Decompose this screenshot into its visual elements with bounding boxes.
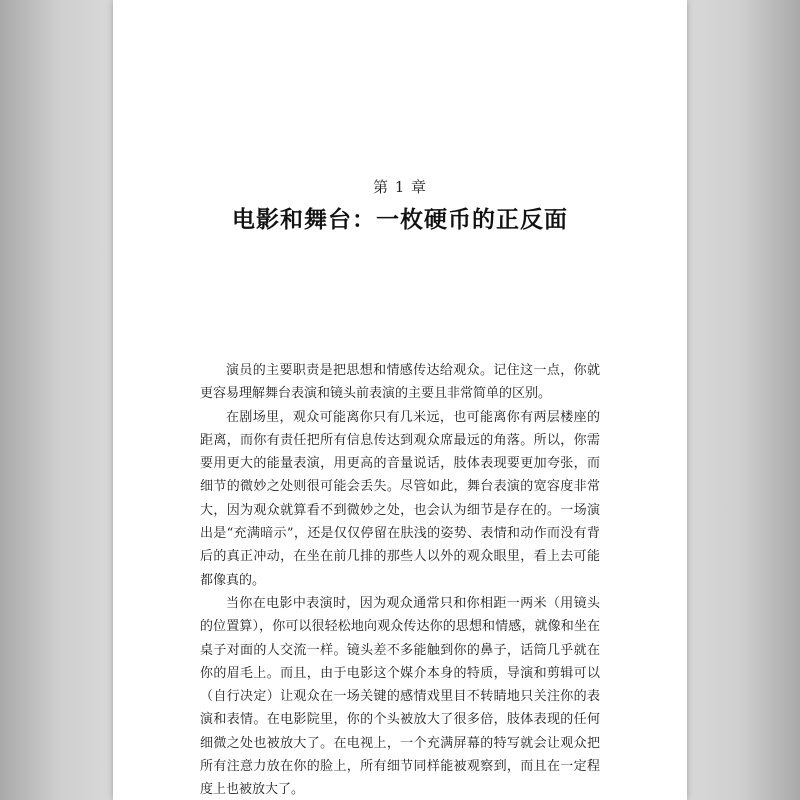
body-text xyxy=(200,359,600,800)
paragraph: 当你在电影中表演时，因为观众通常只和你相距一两米（用镜头的位置算），你可以很轻松地向观众传达你的思想和情感，就像和坐在桌子对面的人交流一样。镜头差不多能触到你的鼻子，话筒几乎就在你的眉毛上。而且，由于电影这个媒介本身的特质，导演和剪辑可以（自行决定）让观众在一场关键的感情戏里目不转睛地只关注你的表演和表情。在电影院里，你的个头被放大了很多倍，肢体表现的任何细微之处也被放大了。在电视上，一个充满屏幕的特写就会让观众把所有注意力放在你的脸上，所有细节同样能被观察到，而且在一定程度上也被放大了。 xyxy=(200,595,600,798)
book-page xyxy=(113,0,687,800)
chapter-number: 第 1 章 xyxy=(372,178,428,196)
paragraph: 演员的主要职责是把思想和情感传达给观众。记住这一点，你就更容易理解舞台表演和镜头前表演的主要且非常简单的区别。 xyxy=(200,363,600,402)
chapter-title: 电影和舞台：一枚硬币的正反面 xyxy=(232,206,568,233)
paragraph: 在剧场里，观众可能离你只有几米远，也可能离你有两层楼座的距离，而你有责任把所有信息传达到观众席最远的角落。所以，你需要用更大的能量表演，用更高的音量说话，肢体表现要更加夸张，而细节的微妙之处则很可能会丢失。尽管如此，舞台表演的宽容度非常大，因为观众就算看不到微妙之处，也会认为细节是存在的。一场演出是“充满暗示”，还是仅仅停留在肤浅的姿势、表情和动作而没有背后的真正冲动，在坐在前几排的那些人以外的观众眼里，看上去可能都像真的。 xyxy=(200,409,600,588)
